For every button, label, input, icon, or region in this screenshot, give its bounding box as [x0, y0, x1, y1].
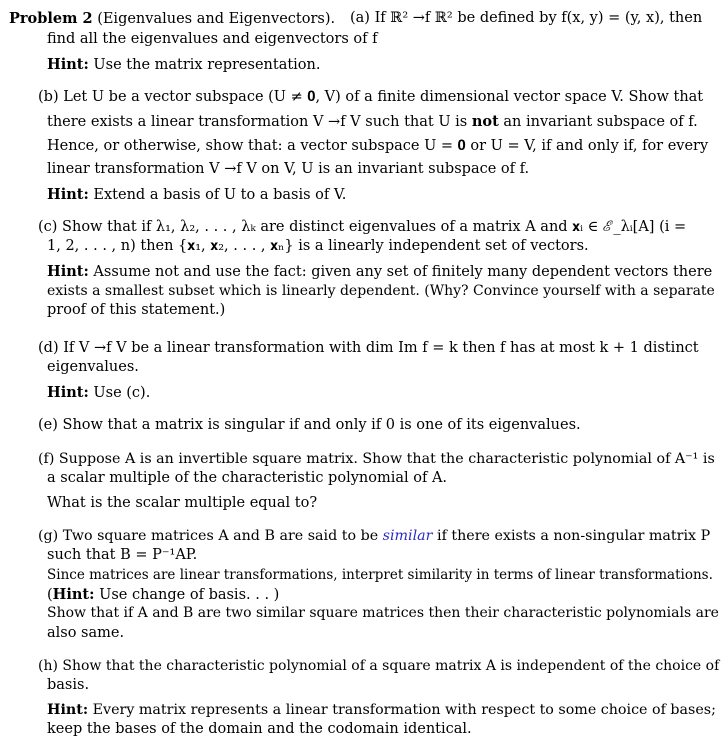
part-c-hint-line-3: proof of this statement.): [47, 302, 226, 318]
hint-text: Use the matrix representation.: [93, 57, 321, 73]
part-g-line-5: Show that if A and B are two similar square matrices then their characteristic polynomials are: [47, 605, 719, 621]
part-b-hint: [47, 185, 346, 205]
part-g-line-1: [38, 527, 710, 546]
hint-label: Hint:: [52, 586, 95, 603]
part-b-line-2: [47, 112, 698, 132]
problem-subtitle: (Eigenvalues and Eigenvectors).: [97, 11, 336, 27]
part-b-line-2-start: there exists a linear transformation V →f V such that U is: [47, 114, 472, 130]
part-f-line-2: a scalar multiple of the characteristic polynomial of A.: [47, 470, 448, 486]
part-h-line-2: basis.: [47, 677, 90, 693]
hint-label: Hint:: [47, 702, 89, 718]
part-f-line-1: (f) Suppose A is an invertible square matrix. Show that the characteristic polynomial of A⁻¹ is: [38, 451, 715, 467]
part-b-line-1: (b) Let U be a vector subspace (U ≠ 𝟎, V) of a finite dimensional vector space V. Show that: [38, 89, 704, 105]
paren-open: (: [47, 587, 53, 603]
hint-text: Assume not and use the fact: given any set of finitely many dependent vectors there: [93, 264, 713, 280]
part-d-hint: [47, 383, 150, 403]
part-g-line-3: Since matrices are linear transformations, interpret similarity in terms of linear transformations.: [47, 567, 713, 583]
part-g-line-1-start: (g) Two square matrices A and B are said to be: [38, 528, 383, 544]
hint-label: Hint:: [47, 56, 89, 73]
hint-text: Extend a basis of U to a basis of V.: [93, 187, 347, 203]
part-h-hint-line-2: keep the bases of the domain and the codomain identical.: [47, 721, 472, 737]
part-c-line-1: (c) Show that if λ₁, λ₂, . . . , λₖ are distinct eigenvalues of a matrix A and 𝐱ᵢ ∈ ℰ_λᵢ[A] (i =: [38, 219, 687, 235]
part-h-line-1: (h) Show that the characteristic polynomial of a square matrix A is independent of the choice of: [38, 658, 720, 674]
part-g-line-4: [47, 585, 279, 605]
hint-text: Every matrix represents a linear transformation with respect to some choice of bases;: [92, 702, 716, 718]
hint-text: Use (c).: [93, 385, 151, 401]
part-g-line-6: also same.: [47, 625, 125, 641]
part-g-line-1-end: if there exists a non-singular matrix P: [432, 528, 711, 544]
hint-label: Hint:: [47, 263, 89, 280]
part-c-hint-line-1: [47, 262, 712, 282]
emphasis-not: not: [471, 113, 499, 130]
part-f-line-3: What is the scalar multiple equal to?: [47, 495, 318, 511]
part-a-line-1: (a) If ℝ² →f ℝ² be defined by f(x, y) = (y, x), then: [350, 10, 703, 26]
similar-term: similar: [382, 528, 433, 544]
part-e-line-1: (e) Show that a matrix is singular if and only if 0 is one of its eigenvalues.: [38, 417, 581, 433]
hint-label: Hint:: [47, 186, 89, 203]
part-d-line-1: (d) If V →f V be a linear transformation with dim Im f = k then f has at most k + 1 distinct: [38, 340, 699, 356]
part-b-line-3: Hence, or otherwise, show that: a vector subspace U = 𝟎 or U = V, if and only if, for every: [47, 138, 709, 154]
part-g-line-2: such that B = P⁻¹AP.: [47, 547, 198, 563]
part-a-hint: [47, 55, 321, 75]
part-b-line-4: linear transformation V →f V on V, U is an invariant subspace of f.: [47, 161, 530, 177]
part-d-line-2: eigenvalues.: [47, 359, 139, 375]
hint-label: Hint:: [47, 384, 89, 401]
problem-heading: Problem 2: [9, 10, 93, 27]
problem-heading-line: [9, 9, 335, 29]
part-h-hint-line-1: [47, 701, 716, 720]
part-b-line-2-end: an invariant subspace of f.: [498, 114, 698, 130]
part-a-line-2: find all the eigenvalues and eigenvectors of f: [47, 31, 378, 47]
part-c-hint-line-2: exists a smallest subset which is linearly dependent. (Why? Convince yourself with a separate: [47, 283, 715, 299]
hint-text: Use change of basis. . . ): [94, 587, 280, 603]
part-c-line-2: 1, 2, . . . , n) then {𝐱₁, 𝐱₂, . . . , 𝐱ₙ} is a linearly independent set of vectors.: [47, 238, 589, 254]
